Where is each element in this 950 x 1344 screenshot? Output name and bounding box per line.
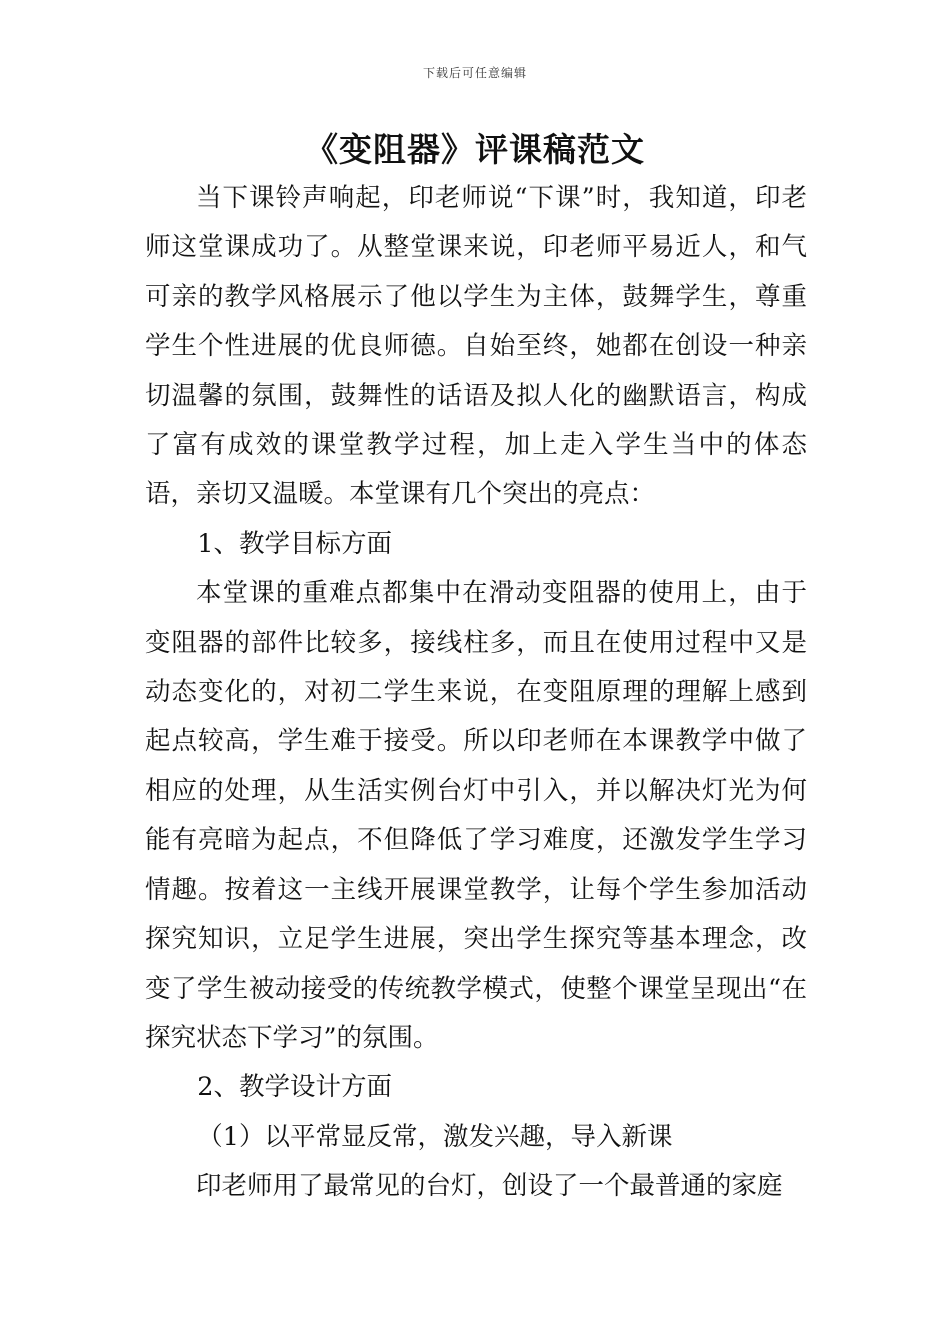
subsection-heading-introduction: （1）以平常显反常，激发兴趣，导入新课 [197, 1121, 673, 1152]
section-heading-teaching-goals: 1、教学目标方面 [197, 528, 392, 559]
paragraph-teaching-goals: 本堂课的重难点都集中在滑动变阻器的使用上，由于变阻器的部件比较多，接线柱多，而且在使用过程中又是动态变化的，对初二学生来说，在变阻原理的理解上感到起点较高，学生难于接受。所以印老师在本课教学中做了相应的处理，从生活实例台灯中引入，并以解决灯光为何能有亮暗为起点，不但降低了学习难度，还激发学生学习情趣。按着这一主线开展课堂教学，让每个学生参加活动探究知识，立足学生进展，突出学生探究等基本理念，改变了学生被动接受的传统教学模式，使整个课堂呈现出“在探究状态下学习”的氛围。 [145, 578, 807, 1053]
paragraph-introduction: 印老师用了最常见的台灯，创设了一个最普通的家庭 [196, 1171, 783, 1202]
section-heading-teaching-design: 2、教学设计方面 [197, 1072, 392, 1103]
document-body [145, 174, 807, 1212]
document-title: 《变阻器》评课稿范文 [305, 130, 645, 169]
header-note: 下载后可任意编辑 [422, 66, 527, 80]
paragraph-intro: 当下课铃声响起，印老师说“下课”时，我知道，印老师这堂课成功了。从整堂课来说，印老师平易近人，和气可亲的教学风格展示了他以学生为主体，鼓舞学生，尊重学生个性进展的优良师德。自始至终，她都在创设一种亲切温馨的氛围，鼓舞性的话语及拟人化的幽默语言，构成了富有成效的课堂教学过程，加上走入学生当中的体态语，亲切又温暖。本堂课有几个突出的亮点： [145, 183, 807, 510]
